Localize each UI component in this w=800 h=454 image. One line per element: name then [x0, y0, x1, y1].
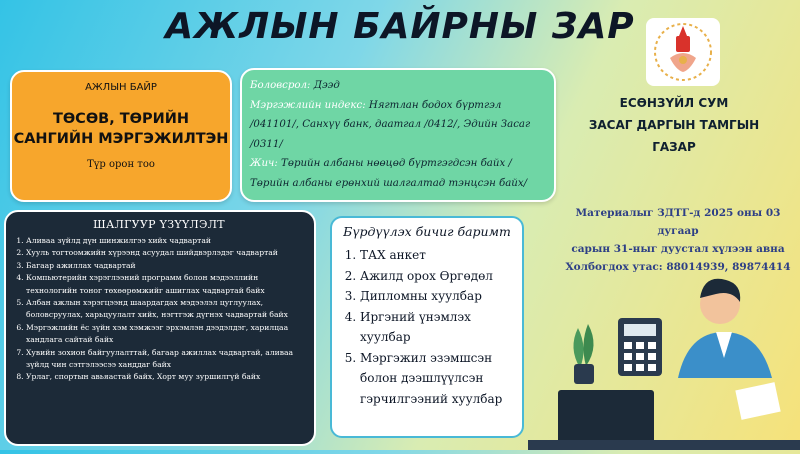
list-item: 8. Урлаг, спортын авьяастай байх, Хорт муу зуршилгүй байх	[26, 371, 304, 383]
job-position-card	[10, 70, 232, 202]
contact-phone: Холбогдох утас: 88014939, 89874414	[565, 261, 791, 273]
list-item: 1. Аливаа зүйлд дүн шинжилгээ хийх чадвартай	[26, 235, 304, 247]
note-line	[250, 154, 546, 193]
index-label: Мэргэжлийн индекс:	[250, 99, 366, 111]
documents-heading: Бүрдүүлэх бичиг баримт	[343, 224, 511, 239]
list-item: 7. Хувийн зохион байгуулалттай, багаар ажиллах чадвартай, аливаа зүйлд чин сэтгэлээсээ ханддаг байх	[26, 347, 304, 372]
calculator-icon	[618, 318, 662, 376]
job-position-title: ТӨСӨВ, ТӨРИЙН САНГИЙН МЭРГЭЖИЛТЭН	[13, 111, 229, 147]
list-item: 5. Мэргэжил эзэмшсэн болон дээшлүүлсэн гэрчилгээний хуулбар	[360, 348, 512, 410]
list-item: 2. Хууль тогтоомжийн хүрээнд асуудал шийдвэрлэдэг чадвартай	[26, 247, 304, 259]
note-label: Жич:	[250, 158, 278, 169]
education-value: Дээд	[310, 80, 340, 91]
org-line-1: ЕСӨНЗҮЙЛ СУМ	[619, 96, 729, 110]
poster-title: АЖЛЫН БАЙРНЫ ЗАР	[165, 6, 635, 47]
submission-notice	[556, 204, 800, 276]
requirements-card	[4, 210, 316, 446]
requirements-list	[14, 235, 304, 384]
list-item: 6. Мэргэжлийн ёс зүйн хэм хэмжээг эрхэмлэн дээдэлдэг, харилцаа хандлага сайтай байх	[26, 322, 304, 347]
index-value: Нягтлан бодох бүртгэл /041101/, Санхүү банк, даатгал /0412/, Эдийн Засаг /0311/	[250, 99, 531, 150]
index-line	[250, 96, 546, 155]
list-item: 4. Иргэний үнэмлэх хуулбар	[360, 307, 512, 348]
organization-name	[574, 92, 774, 158]
emblem-logo	[646, 18, 720, 86]
education-line	[250, 76, 546, 96]
list-item: 1. ТАХ анкет	[360, 245, 512, 266]
org-line-3: ГАЗАР	[652, 140, 696, 154]
list-item: 3. Дипломны хуулбар	[360, 286, 512, 307]
requirements-heading: ШАЛГУУР ҮЗҮҮЛЭЛТ	[93, 218, 225, 231]
job-count: Түр орон тоо	[87, 159, 155, 170]
list-item: 3. Багаар ажиллах чадвартай	[26, 260, 304, 272]
list-item: 2. Ажилд орох Өргөдөл	[360, 266, 512, 287]
note-value: Төрийн албаны нөөцөд бүртгэгдсэн байх /Төрийн албаны ерөнхий шалгалтад тэнцсэн байх/	[250, 158, 528, 189]
list-item: 5. Албан ажлын хэрэгцээнд шаардагдах мэдээлэл цуглуулах, боловсруулах, харьцуулалт хийх, нэгтгэж дүгнэх чадвартай байх	[26, 297, 304, 322]
org-line-2: ЗАСАГ ДАРГЫН ТАМГЫН	[588, 118, 760, 132]
documents-card	[330, 216, 524, 438]
list-item: 4. Компьютерийн хэрэглээний программ болон мэдээллийн технологийн тоног төхөөрөмжийг ашиглах чадвартай байх	[26, 272, 304, 297]
notice-line-1: Материалыг ЗДТГ-д 2025 оны 03 дугаар	[575, 207, 781, 237]
education-card	[240, 68, 556, 202]
notice-line-2: сарын 31-ныг дуустал хүлээн авна	[571, 243, 785, 255]
documents-list	[342, 245, 512, 409]
education-label: Боловсрол:	[250, 80, 311, 91]
office-worker-illustration	[528, 268, 800, 450]
job-label: АЖЛЫН БАЙР	[85, 82, 157, 93]
